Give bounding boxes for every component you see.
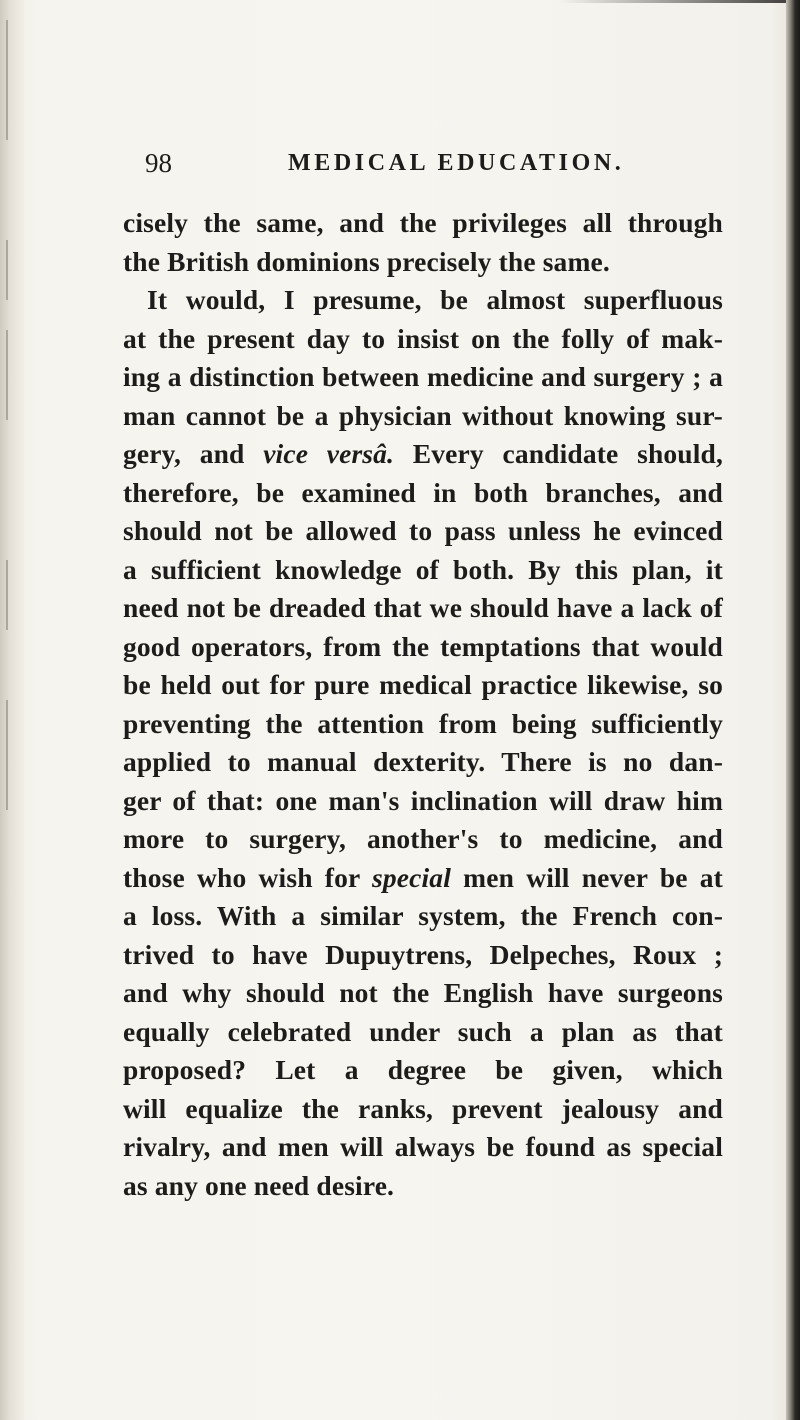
gutter-mark	[6, 240, 8, 300]
text-segment: men will never be at	[451, 861, 723, 893]
italic-phrase: vice versâ.	[263, 438, 395, 469]
body-text	[123, 204, 723, 1205]
text-line: and why should not the English have surgeons	[123, 977, 723, 1008]
italic-phrase: special	[372, 861, 451, 893]
page-top-edge	[560, 0, 800, 3]
text-line: at the present day to insist on the folly of mak-	[123, 322, 723, 354]
gutter-mark	[6, 330, 8, 420]
text-line: man cannot be a physician without knowing sur-	[123, 399, 723, 431]
text-segment: those who wish for	[123, 861, 373, 893]
page-header	[145, 148, 725, 182]
text-line: rivalry, and men will always be found as special	[123, 1131, 723, 1162]
binding-gutter	[0, 0, 26, 1420]
text-line: more to surgery, another's to medicine, and	[123, 823, 723, 854]
running-head: MEDICAL EDUCATION.	[288, 150, 625, 176]
text-line: proposed? Let a degree be given, which	[123, 1054, 723, 1085]
text-line: cisely the same, and the privileges all through	[123, 207, 723, 238]
page-stack-edge	[786, 0, 800, 1420]
text-line: the British dominions precisely the same.	[123, 245, 610, 277]
gutter-mark	[6, 560, 8, 630]
gutter-mark	[6, 20, 8, 140]
text-line: It would, I presume, be almost superfluous	[147, 284, 723, 315]
text-line: ing a distinction between medicine and surgery ; a	[123, 361, 723, 392]
text-line: trived to have Dupuytrens, Delpeches, Roux ;	[123, 938, 723, 970]
text-line	[123, 435, 723, 474]
text-line: a loss. With a similar system, the French con-	[123, 900, 723, 931]
text-line	[123, 859, 723, 898]
text-line: applied to manual dexterity. There is no dan-	[123, 746, 723, 777]
text-line: need not be dreaded that we should have a lack of	[123, 592, 723, 623]
text-line: will equalize the ranks, prevent jealousy and	[123, 1092, 723, 1124]
text-segment: Every candidate should,	[394, 438, 723, 469]
text-line: a sufficient knowledge of both. By this plan, it	[123, 553, 723, 585]
text-line: be held out for pure medical practice likewise, so	[123, 669, 723, 700]
text-line: good operators, from the temptations that would	[123, 630, 723, 662]
text-line: therefore, be examined in both branches, and	[123, 476, 723, 508]
text-line: preventing the attention from being sufficiently	[123, 707, 723, 739]
text-line: ger of that: one man's inclination will draw him	[123, 784, 723, 816]
text-line: equally celebrated under such a plan as that	[123, 1015, 723, 1047]
text-segment: gery, and	[123, 438, 264, 469]
gutter-mark	[6, 700, 8, 810]
text-line: as any one need desire.	[123, 1169, 395, 1201]
page-number: 98	[145, 148, 172, 178]
text-line: should not be allowed to pass unless he evinced	[123, 515, 723, 546]
